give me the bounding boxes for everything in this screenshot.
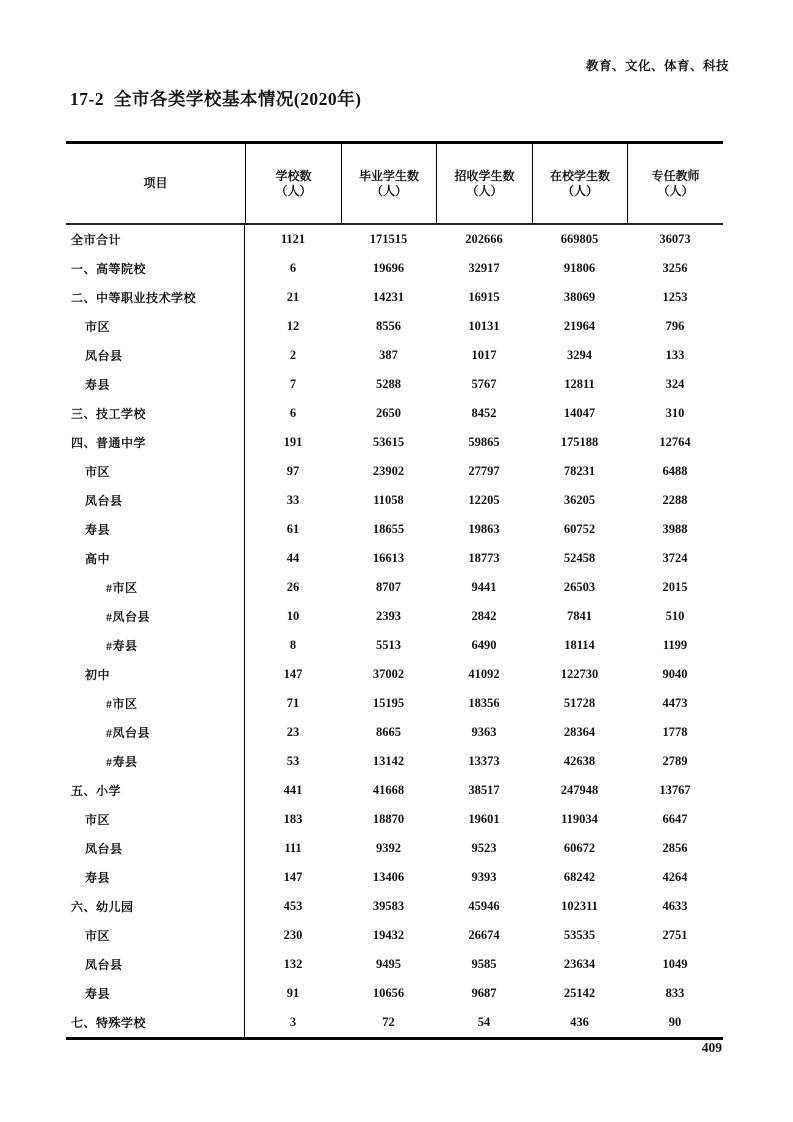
column-header-students	[532, 144, 627, 223]
column-header-unit: （人）	[657, 183, 694, 198]
row-value: 60672	[563, 841, 596, 855]
school-statistics-table	[66, 141, 723, 1040]
row-value: 247948	[560, 783, 599, 797]
row-value: 13406	[372, 870, 405, 884]
row-value: 12811	[564, 377, 595, 391]
row-value: 10	[286, 609, 300, 623]
row-label: #凤台县	[66, 602, 245, 631]
row-value: 41092	[468, 667, 500, 681]
row-value: 27797	[468, 464, 500, 478]
row-value: 13767	[659, 783, 691, 797]
row-value: 453	[283, 899, 303, 913]
table-row	[66, 457, 723, 486]
table-row	[66, 283, 723, 312]
column-header-unit: （人）	[466, 183, 503, 198]
row-value: 19696	[372, 261, 405, 275]
row-value: 1121	[280, 232, 306, 246]
row-value: 4264	[662, 870, 688, 884]
table-row	[66, 718, 723, 747]
table-row	[66, 399, 723, 428]
table-row	[66, 370, 723, 399]
row-label: 寿县	[66, 979, 245, 1008]
row-value: 36073	[659, 232, 691, 246]
row-value: 44	[286, 551, 300, 565]
row-value: 183	[283, 812, 303, 826]
row-value: 122730	[560, 667, 599, 681]
row-value: 4633	[662, 899, 688, 913]
table-row	[66, 341, 723, 370]
section-header-text: 教育、文化、体育、科技	[585, 59, 729, 73]
row-label: 一、高等院校	[66, 254, 245, 283]
row-value: 9441	[471, 580, 497, 594]
row-value: 7841	[567, 609, 592, 623]
row-value: 71	[286, 696, 300, 710]
table-row	[66, 602, 723, 631]
row-value: 14047	[563, 406, 596, 420]
table-row	[66, 805, 723, 834]
table-row	[66, 979, 723, 1008]
row-value: 26	[286, 580, 300, 594]
row-value: 36205	[563, 493, 596, 507]
row-value: 41668	[372, 783, 405, 797]
row-value: 3724	[662, 551, 688, 565]
row-value: 2288	[662, 493, 688, 507]
row-value: 90	[668, 1015, 682, 1029]
row-value: 191	[283, 435, 303, 449]
row-value: 175188	[560, 435, 599, 449]
row-label: 市区	[66, 457, 245, 486]
column-header-label: 项目	[143, 176, 168, 190]
row-value: 9523	[471, 841, 497, 855]
column-header-label: 招收学生数	[454, 168, 515, 183]
row-value: 60752	[563, 522, 596, 536]
row-value: 72	[382, 1015, 395, 1029]
table-row	[66, 689, 723, 718]
row-value: 42638	[563, 754, 596, 768]
table-row	[66, 747, 723, 776]
page-title: 17-2 全市各类学校基本情况(2020年)	[70, 89, 362, 109]
row-value: 147	[283, 870, 303, 884]
row-value: 18356	[468, 696, 500, 710]
row-value: 5767	[471, 377, 497, 391]
row-value: 132	[283, 957, 303, 971]
table-row	[66, 660, 723, 689]
row-value: 310	[665, 406, 685, 420]
row-value: 2015	[662, 580, 688, 594]
row-value: 6	[289, 261, 297, 275]
row-label: 寿县	[66, 515, 245, 544]
row-value: 147	[283, 667, 303, 681]
row-value: 53615	[372, 435, 405, 449]
row-value: 51728	[563, 696, 596, 710]
table-body	[66, 225, 723, 1037]
row-value: 16613	[372, 551, 405, 565]
row-value: 13373	[468, 754, 500, 768]
row-value: 59865	[468, 435, 500, 449]
table-row	[66, 921, 723, 950]
row-label: #寿县	[66, 747, 245, 776]
row-value: 8452	[471, 406, 497, 420]
row-value: 2393	[376, 609, 401, 623]
row-value: 111	[284, 841, 302, 855]
row-label: 五、小学	[66, 776, 245, 805]
row-value: 8707	[376, 580, 401, 594]
row-value: 15195	[372, 696, 405, 710]
row-value: 23902	[372, 464, 405, 478]
row-value: 12	[286, 319, 300, 333]
row-value: 37002	[372, 667, 405, 681]
row-label: 市区	[66, 921, 245, 950]
row-value: 1049	[662, 957, 688, 971]
row-value: 2	[289, 348, 297, 362]
column-header-label: 学校数	[275, 168, 312, 183]
page-number: 409	[701, 1040, 722, 1055]
row-value: 32917	[468, 261, 500, 275]
row-value: 324	[665, 377, 685, 391]
row-value: 6490	[471, 638, 497, 652]
column-header-unit: （人）	[275, 183, 312, 198]
row-value: 3256	[662, 261, 688, 275]
row-label: #寿县	[66, 631, 245, 660]
row-value: 8556	[376, 319, 401, 333]
row-value: 4473	[662, 696, 688, 710]
row-value: 18655	[372, 522, 405, 536]
row-label: 市区	[66, 805, 245, 834]
row-value: 2842	[471, 609, 497, 623]
row-value: 6	[289, 406, 297, 420]
row-value: 9687	[471, 986, 497, 1000]
row-label: 寿县	[66, 863, 245, 892]
row-value: 9495	[376, 957, 401, 971]
row-value: 1199	[662, 638, 688, 652]
row-label: 七、特殊学校	[66, 1008, 245, 1037]
row-value: 9392	[376, 841, 401, 855]
row-value: 28364	[563, 725, 596, 739]
row-value: 33	[286, 493, 300, 507]
row-label: 凤台县	[66, 341, 245, 370]
table-header-row	[66, 144, 723, 225]
column-header-label: 专任教师	[651, 168, 700, 183]
row-label: 六、幼儿园	[66, 892, 245, 921]
row-value: 10131	[468, 319, 500, 333]
row-value: 53	[286, 754, 300, 768]
row-value: 19863	[468, 522, 500, 536]
table-row	[66, 573, 723, 602]
row-value: 3	[289, 1015, 297, 1029]
row-value: 21	[286, 290, 300, 304]
row-value: 19432	[372, 928, 405, 942]
table-row	[66, 631, 723, 660]
row-label: 市区	[66, 312, 245, 341]
row-label: 凤台县	[66, 950, 245, 979]
row-label: #凤台县	[66, 718, 245, 747]
column-header-label: 在校学生数	[549, 168, 610, 183]
row-value: 1253	[662, 290, 688, 304]
row-value: 38517	[468, 783, 500, 797]
row-value: 53535	[563, 928, 596, 942]
table-row	[66, 544, 723, 573]
row-value: 23634	[563, 957, 596, 971]
table-row	[66, 834, 723, 863]
row-value: 26503	[563, 580, 596, 594]
row-value: 97	[286, 464, 300, 478]
row-value: 8	[289, 638, 297, 652]
row-value: 6647	[662, 812, 688, 826]
row-value: 3294	[567, 348, 592, 362]
row-value: 2789	[662, 754, 688, 768]
row-value: 2751	[662, 928, 688, 942]
row-value: 18870	[372, 812, 405, 826]
column-header-item	[66, 144, 245, 223]
row-value: 9585	[471, 957, 497, 971]
row-label: 凤台县	[66, 486, 245, 515]
row-value: 11058	[373, 493, 404, 507]
row-value: 133	[665, 348, 685, 362]
row-value: 91806	[563, 261, 596, 275]
row-value: 16915	[468, 290, 500, 304]
row-value: 230	[283, 928, 303, 942]
row-label: #市区	[66, 689, 245, 718]
table-row	[66, 776, 723, 805]
table-row	[66, 312, 723, 341]
row-value: 2856	[662, 841, 688, 855]
row-value: 61	[286, 522, 300, 536]
row-value: 23	[286, 725, 300, 739]
row-value: 119034	[561, 812, 598, 826]
table-row	[66, 950, 723, 979]
row-value: 796	[665, 319, 685, 333]
table-row	[66, 486, 723, 515]
column-header-enrolled	[436, 144, 532, 223]
row-label: 初中	[66, 660, 245, 689]
table-row	[66, 254, 723, 283]
row-value: 7	[289, 377, 297, 391]
row-value: 19601	[468, 812, 500, 826]
row-value: 39583	[372, 899, 405, 913]
row-value: 441	[283, 783, 303, 797]
table-row	[66, 515, 723, 544]
row-value: 18114	[564, 638, 595, 652]
table-row	[66, 863, 723, 892]
row-value: 5513	[376, 638, 401, 652]
row-value: 833	[665, 986, 685, 1000]
table-row	[66, 225, 723, 254]
row-value: 12205	[468, 493, 500, 507]
row-label: 寿县	[66, 370, 245, 399]
row-value: 68242	[563, 870, 596, 884]
row-value: 387	[379, 348, 398, 362]
column-header-unit: （人）	[370, 183, 407, 198]
row-value: 45946	[468, 899, 500, 913]
row-value: 669805	[560, 232, 599, 246]
row-value: 2650	[376, 406, 401, 420]
row-value: 202666	[465, 232, 503, 246]
row-label: 凤台县	[66, 834, 245, 863]
row-value: 3988	[662, 522, 688, 536]
row-value: 12764	[659, 435, 691, 449]
row-value: 436	[570, 1015, 589, 1029]
row-value: 8665	[376, 725, 401, 739]
row-value: 91	[286, 986, 300, 1000]
row-value: 25142	[563, 986, 596, 1000]
row-value: 9363	[471, 725, 497, 739]
row-value: 26674	[468, 928, 500, 942]
row-value: 10656	[372, 986, 405, 1000]
row-value: 38069	[563, 290, 596, 304]
row-value: 9393	[471, 870, 497, 884]
row-value: 9040	[662, 667, 688, 681]
table-row	[66, 892, 723, 921]
table-row	[66, 428, 723, 457]
row-label: 高中	[66, 544, 245, 573]
row-label: #市区	[66, 573, 245, 602]
row-value: 52458	[563, 551, 596, 565]
table-row	[66, 1008, 723, 1037]
row-value: 1017	[471, 348, 497, 362]
column-header-unit: （人）	[561, 183, 598, 198]
row-label: 三、技工学校	[66, 399, 245, 428]
row-value: 1778	[662, 725, 688, 739]
column-header-label: 毕业学生数	[358, 168, 419, 183]
row-label: 二、中等职业技术学校	[66, 283, 245, 312]
row-value: 14231	[372, 290, 405, 304]
row-value: 510	[665, 609, 685, 623]
row-value: 6488	[662, 464, 688, 478]
row-value: 5288	[376, 377, 401, 391]
row-value: 13142	[372, 754, 405, 768]
column-header-schools	[245, 144, 341, 223]
row-value: 102311	[561, 899, 598, 913]
row-value: 171515	[369, 232, 408, 246]
row-label: 全市合计	[66, 225, 245, 254]
column-header-teachers	[627, 144, 723, 223]
row-value: 18773	[468, 551, 500, 565]
row-value: 21964	[563, 319, 596, 333]
row-value: 78231	[563, 464, 596, 478]
row-value: 54	[477, 1015, 491, 1029]
row-label: 四、普通中学	[66, 428, 245, 457]
column-header-graduates	[341, 144, 436, 223]
